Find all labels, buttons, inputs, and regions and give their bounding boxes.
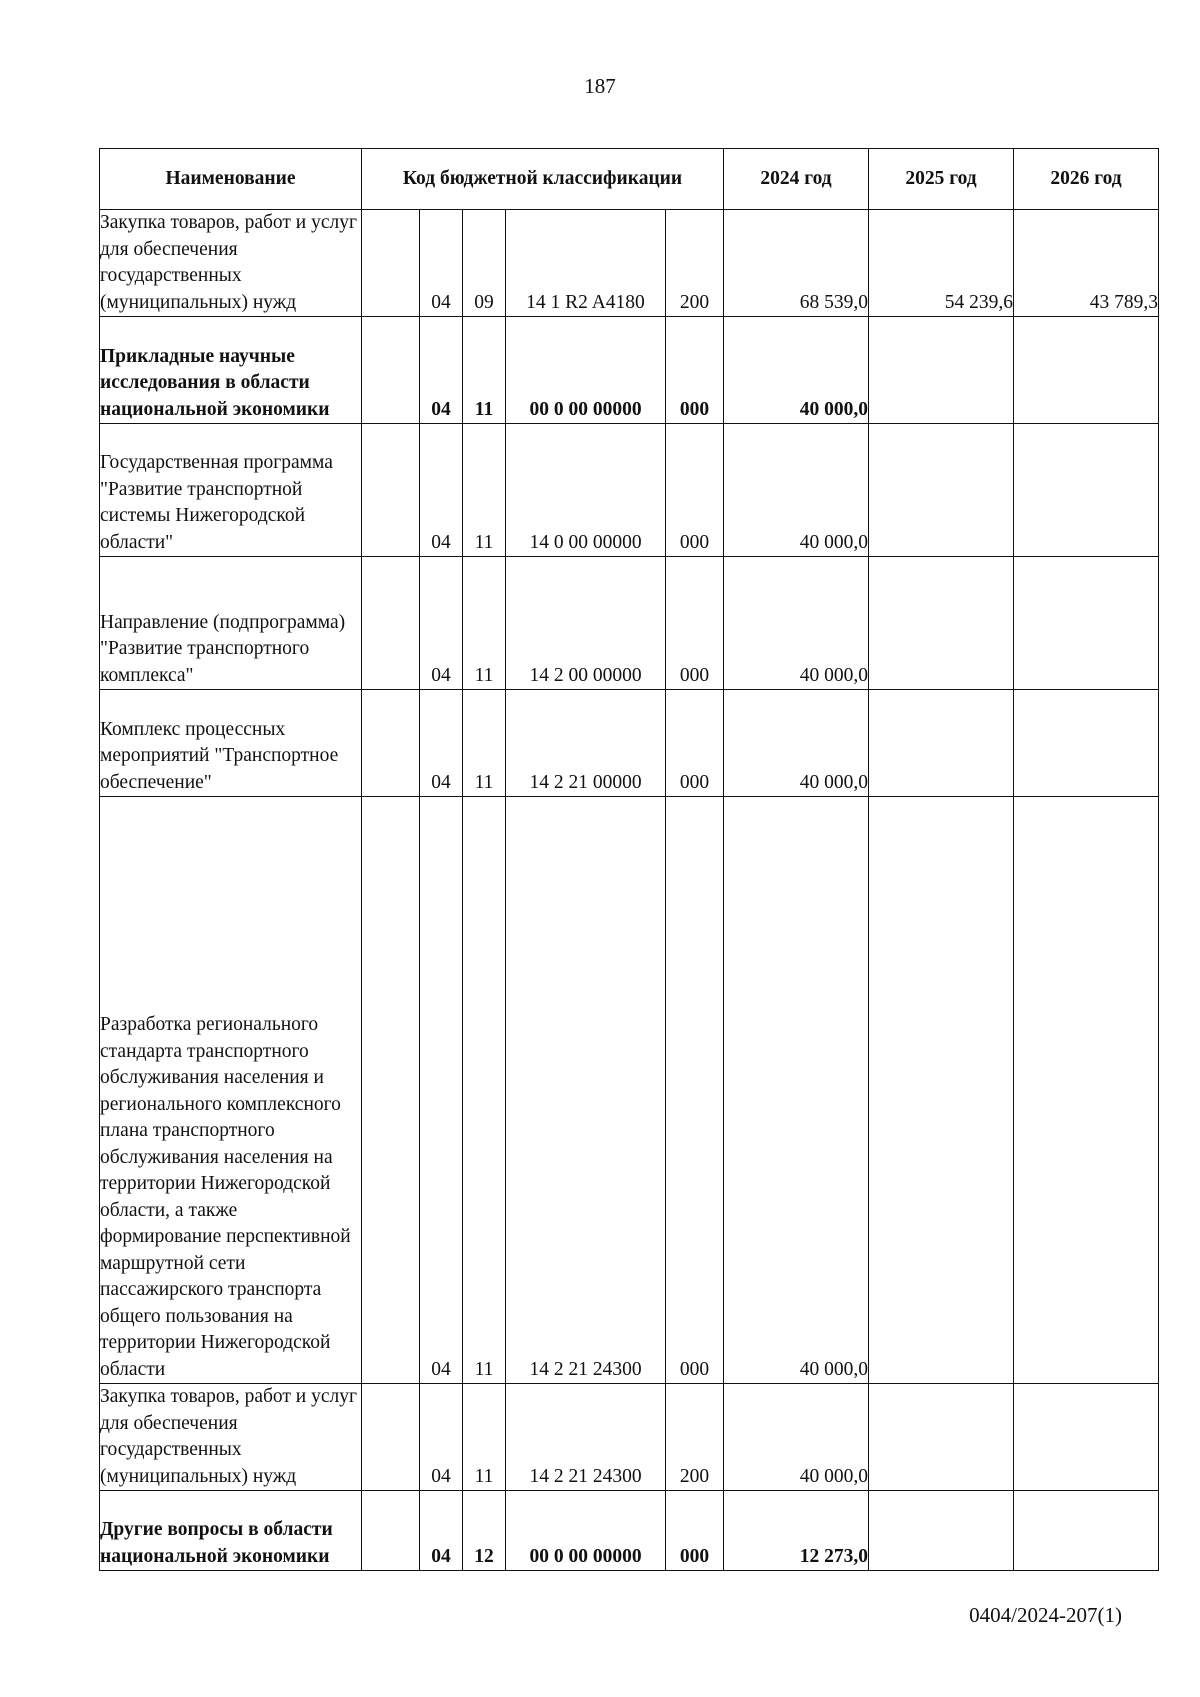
row-name: Направление (подпрограмма) "Развитие транспортного комплекса" [100,557,362,690]
row-expense-type: 000 [666,797,724,1384]
table-header-row [100,149,1159,210]
row-subsection: 11 [463,557,506,690]
row-blank-cell [362,557,420,690]
row-2025: 54 239,6 [869,210,1014,317]
row-subsection: 12 [463,1491,506,1571]
row-2025 [869,797,1014,1384]
row-2024: 40 000,0 [724,797,869,1384]
row-target-code: 00 0 00 00000 [506,1491,666,1571]
table-row [100,317,1159,424]
row-blank-cell [362,797,420,1384]
table-row [100,690,1159,797]
row-name: Закупка товаров, работ и услуг для обеспечения государственных (муниципальных) нужд [100,1384,362,1491]
row-target-code: 14 2 21 00000 [506,690,666,797]
budget-table [99,148,1159,1571]
row-expense-type: 000 [666,690,724,797]
row-2025 [869,424,1014,557]
row-name: Закупка товаров, работ и услуг для обеспечения государственных (муниципальных) нужд [100,210,362,317]
row-expense-type: 000 [666,317,724,424]
row-name: Комплекс процессных мероприятий "Транспортное обеспечение" [100,690,362,797]
row-blank-cell [362,1491,420,1571]
row-blank-cell [362,317,420,424]
row-expense-type: 200 [666,210,724,317]
row-name: Разработка регионального стандарта транспортного обслуживания населения и регионального комплексного плана транспортного обслуживания населения на территории Нижегородской области, а также формирование перспективной маршрутной сети пассажирского транспорта общего пользования на территории Нижегородской области [100,797,362,1384]
row-expense-type: 200 [666,1384,724,1491]
table-row [100,424,1159,557]
row-2024: 68 539,0 [724,210,869,317]
row-2025 [869,557,1014,690]
row-expense-type: 000 [666,557,724,690]
row-blank-cell [362,424,420,557]
row-2025 [869,1491,1014,1571]
row-2026: 43 789,3 [1014,210,1159,317]
header-2025: 2025 год [869,149,1014,210]
row-subsection: 11 [463,797,506,1384]
row-blank-cell [362,1384,420,1491]
header-code: Код бюджетной классификации [362,149,724,210]
row-2025 [869,690,1014,797]
row-2026 [1014,1491,1159,1571]
row-target-code: 14 0 00 00000 [506,424,666,557]
row-2024: 40 000,0 [724,317,869,424]
row-2026 [1014,1384,1159,1491]
row-subsection: 11 [463,1384,506,1491]
row-target-code: 14 2 21 24300 [506,797,666,1384]
table-row [100,1491,1159,1571]
row-2024: 40 000,0 [724,557,869,690]
header-2026: 2026 год [1014,149,1159,210]
row-name: Государственная программа "Развитие транспортной системы Нижегородской области" [100,424,362,557]
row-expense-type: 000 [666,424,724,557]
header-2024: 2024 год [724,149,869,210]
row-2024: 12 273,0 [724,1491,869,1571]
row-blank-cell [362,690,420,797]
row-2025 [869,1384,1014,1491]
row-2026 [1014,690,1159,797]
row-section: 04 [420,1384,463,1491]
row-section: 04 [420,424,463,557]
row-section: 04 [420,317,463,424]
row-2024: 40 000,0 [724,1384,869,1491]
row-expense-type: 000 [666,1491,724,1571]
row-subsection: 09 [463,210,506,317]
row-2026 [1014,797,1159,1384]
row-section: 04 [420,557,463,690]
row-2024: 40 000,0 [724,690,869,797]
header-name: Наименование [100,149,362,210]
row-name: Другие вопросы в области национальной экономики [100,1491,362,1571]
row-subsection: 11 [463,690,506,797]
row-target-code: 14 2 00 00000 [506,557,666,690]
row-subsection: 11 [463,424,506,557]
row-blank-cell [362,210,420,317]
row-2024: 40 000,0 [724,424,869,557]
page-number: 187 [584,74,616,98]
row-2025 [869,317,1014,424]
table-row [100,797,1159,1384]
table-row [100,557,1159,690]
row-section: 04 [420,797,463,1384]
row-section: 04 [420,210,463,317]
row-2026 [1014,557,1159,690]
row-2026 [1014,317,1159,424]
row-target-code: 14 2 21 24300 [506,1384,666,1491]
row-2026 [1014,424,1159,557]
row-section: 04 [420,1491,463,1571]
row-target-code: 14 1 R2 A4180 [506,210,666,317]
table-row [100,210,1159,317]
row-name: Прикладные научные исследования в области национальной экономики [100,317,362,424]
row-target-code: 00 0 00 00000 [506,317,666,424]
table-row [100,1384,1159,1491]
row-subsection: 11 [463,317,506,424]
row-section: 04 [420,690,463,797]
document-code: 0404/2024-207(1) [969,1603,1122,1627]
